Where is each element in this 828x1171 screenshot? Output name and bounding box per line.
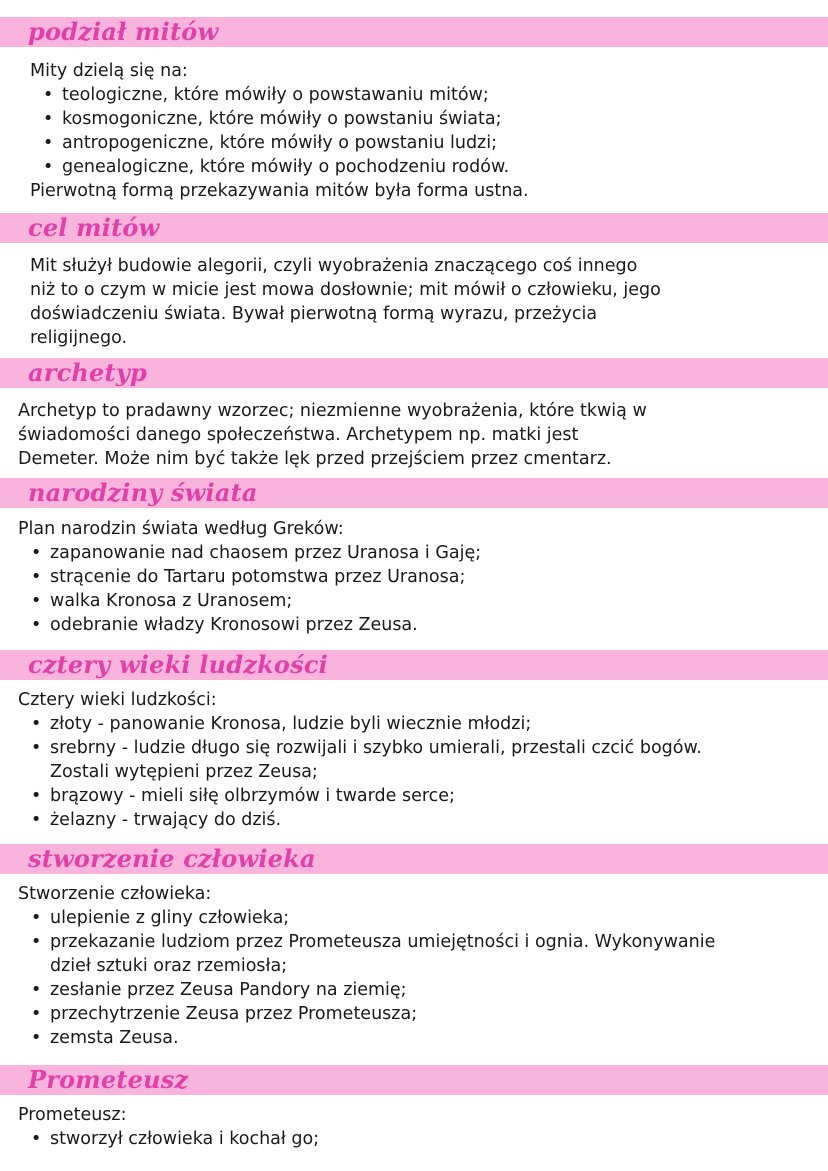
archetyp-line: Demeter. Może nim być także lęk przed przejściem przez cmentarz. (18, 449, 612, 469)
podzial-outro: Pierwotną formą przekazywania mitów była forma ustna. (30, 181, 529, 201)
section-body-wieki (18, 688, 760, 832)
prometeusz-list (18, 1127, 319, 1151)
section-header-stworzenie (0, 844, 828, 874)
list-item: • srebrny - ludzie długo się rozwijali i szybko umierali, przestali czcić bogów. Zostali wytępieni przez Zeusa; (18, 736, 760, 784)
cel-line: religijnego. (30, 328, 128, 348)
list-item: • przekazanie ludziom przez Prometeusza umiejętności i ognia. Wykonywanie dzieł sztuki oraz rzemiosła; (18, 930, 740, 978)
wieki-list (18, 712, 760, 832)
section-body-stworzenie (18, 882, 740, 1050)
prometeusz-intro: Prometeusz: (18, 1105, 127, 1125)
stworzenie-list (18, 906, 740, 1050)
section-body-archetyp (18, 399, 647, 471)
list-item: • brązowy - mieli siłę olbrzymów i twarde serce; (18, 784, 760, 808)
list-item: • odebranie władzy Kronosowi przez Zeusa. (18, 613, 481, 637)
section-title-archetyp: archetyp (28, 358, 147, 387)
section-title-narodziny: narodziny świata (28, 478, 258, 507)
archetyp-line: świadomości danego społeczeństwa. Archetypem np. matki jest (18, 425, 579, 445)
section-header-narodziny (0, 478, 828, 508)
list-item: • zapanowanie nad chaosem przez Uranosa i Gaję; (18, 541, 481, 565)
list-item: • teologiczne, które mówiły o powstawaniu mitów; (30, 83, 529, 107)
section-body-prometeusz (18, 1103, 319, 1151)
section-body-narodziny (18, 517, 481, 637)
stworzenie-intro: Stworzenie człowieka: (18, 884, 212, 904)
section-body-cel (30, 254, 661, 350)
section-title-podzial: podział mitów (28, 17, 219, 46)
section-title-wieki: cztery wieki ludzkości (28, 650, 328, 679)
narodziny-list (18, 541, 481, 637)
list-item: • antropogeniczne, które mówiły o powstaniu ludzi; (30, 131, 529, 155)
section-title-prometeusz: Prometeusz (28, 1065, 189, 1094)
podzial-intro: Mity dzielą się na: (30, 61, 188, 81)
narodziny-intro: Plan narodzin świata według Greków: (18, 519, 344, 539)
section-header-prometeusz (0, 1065, 828, 1095)
archetyp-line: Archetyp to pradawny wzorzec; niezmienne wyobrażenia, które tkwią w (18, 401, 647, 421)
section-header-wieki (0, 650, 828, 680)
cel-line: niż to o czym w micie jest mowa dosłownie; mit mówił o człowieku, jego (30, 280, 661, 300)
section-header-cel (0, 213, 828, 243)
section-header-podzial (0, 17, 828, 47)
list-item: • ulepienie z gliny człowieka; (18, 906, 740, 930)
cel-line: Mit służył budowie alegorii, czyli wyobrażenia znaczącego coś innego (30, 256, 638, 276)
list-item: • strącenie do Tartaru potomstwa przez Uranosa; (18, 565, 481, 589)
list-item: • genealogiczne, które mówiły o pochodzeniu rodów. (30, 155, 529, 179)
cel-line: doświadczeniu świata. Bywał pierwotną formą wyrazu, przeżycia (30, 304, 598, 324)
section-body-podzial (30, 59, 529, 203)
list-item: • kosmogoniczne, które mówiły o powstaniu świata; (30, 107, 529, 131)
podzial-list (30, 83, 529, 179)
list-item: • stworzył człowieka i kochał go; (18, 1127, 319, 1151)
list-item: • przechytrzenie Zeusa przez Prometeusza; (18, 1002, 740, 1026)
list-item: • zesłanie przez Zeusa Pandory na ziemię; (18, 978, 740, 1002)
list-item: • walka Kronosa z Uranosem; (18, 589, 481, 613)
section-header-archetyp (0, 358, 828, 388)
list-item: • żelazny - trwający do dziś. (18, 808, 760, 832)
section-title-stworzenie: stworzenie człowieka (28, 844, 316, 873)
list-item: • złoty - panowanie Kronosa, ludzie byli wiecznie młodzi; (18, 712, 760, 736)
section-title-cel: cel mitów (28, 213, 160, 242)
list-item: • zemsta Zeusa. (18, 1026, 740, 1050)
wieki-intro: Cztery wieki ludzkości: (18, 690, 217, 710)
